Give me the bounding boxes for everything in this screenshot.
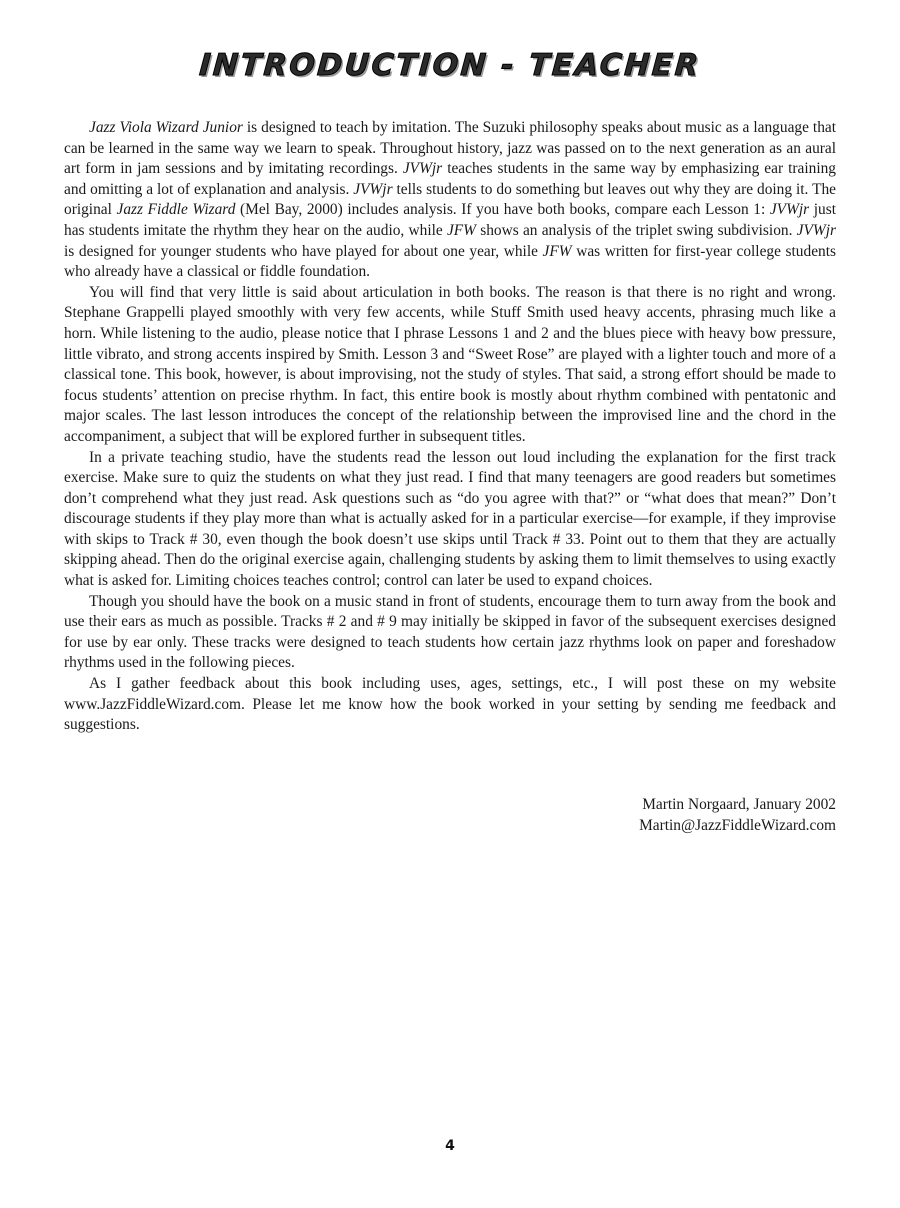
body-paragraph: [64, 448, 836, 592]
body-text: [64, 118, 836, 736]
body-paragraph: [64, 118, 836, 283]
paragraph-text: tells students to do something but leaves out why they are doing it. The original: [64, 180, 836, 219]
paragraph-text: shows an analysis of the triplet swing subdivision.: [476, 221, 797, 239]
paragraph-text: was written for first-year college students who already have a classical or fiddle foundation.: [64, 242, 836, 281]
italic-title-text: Jazz Viola Wizard Junior: [89, 119, 243, 136]
paragraph-text: is designed to teach by imitation. The Suzuki philosophy speaks about music as a language that can be learned in the same way we learn to speak. Throughout history, jazz was passed on to the next generation as an aural art form in jam sessions and by imitating recordings.: [64, 119, 836, 178]
italic-title-text: JVWjr: [796, 221, 836, 239]
paragraph-text: (Mel Bay, 2000) includes analysis. If you have both books, compare each Lesson 1:: [235, 201, 770, 219]
paragraph-text: Though you should have the book on a music stand in front of students, encourage them to turn away from the book and use their ears as much as possible. Tracks # 2 and # 9 may initially be skipped in favor of the subsequent exercises designed for use by ear only. These tracks were designed to teach students how certain jazz rhythms look on paper and foreshadow rhythms used in the following pieces.: [64, 592, 836, 672]
italic-title-text: Jazz Fiddle Wizard: [116, 201, 236, 219]
italic-title-text: JVWjr: [402, 160, 443, 178]
paragraph-text: is designed for younger students who have played for about one year, while: [64, 242, 543, 260]
italic-title-text: JVWjr: [353, 180, 393, 198]
signature-email: Martin@JazzFiddleWizard.com: [639, 816, 836, 834]
paragraph-text: As I gather feedback about this book including uses, ages, settings, etc., I will post these on my website www.JazzFiddleWizard.com. Please let me know how the book worked in your setting by sending me feedback and suggestions.: [64, 675, 836, 734]
body-paragraph: [64, 283, 836, 448]
paragraph-text: You will find that very little is said about articulation in both books. The reason is that there is no right and wrong. Stephane Grappelli played smoothly with very few accents, while Stuff Smith used heavy accents, phrasing much like a horn. While listening to the audio, please notice that I phrase Lessons 1 and 2 and the blues piece with heavy bow pressure, little vibrato, and strong accents inspired by Smith. Lesson 3 and “Sweet Rose” are played with a lighter touch and more of a classical tone. This book, however, is about improvising, not the study of styles. That said, a strong effort should be made to focus students’ attention on precise rhythm. In fact, this entire book is mostly about rhythm combined with pentatonic and major scales. The last lesson introduces the concept of the relationship between the improvised line and the chord in the accompaniment, a subject that will be explored further in subsequent titles.: [64, 283, 836, 445]
body-paragraph: [64, 674, 836, 736]
signature-author-date: Martin Norgaard, January 2002: [642, 796, 836, 813]
paragraph-text: In a private teaching studio, have the students read the lesson out loud including the explanation for the first track exercise. Make sure to quiz the students on what they just read. I find that many teenagers are good readers but sometimes don’t comprehend what they just read. Ask questions such as “do you agree with that?” or “what does that mean?” Don’t discourage students if they play more than what is actually asked for in a particular exercise—for example, if they improvise with skips to Track # 30, even though the book doesn’t use skips until Track # 33. Point out to them that they are actually skipping ahead. Then do the original exercise again, challenging students by asking them to limit themselves to using exactly what is asked for. Limiting choices teaches control; control can later be used to expand choices.: [64, 448, 836, 590]
paragraph-text: just has students imitate the rhythm they hear on the audio, while: [64, 201, 837, 239]
italic-title-text: JFW: [542, 242, 572, 260]
page-number: 4: [445, 1138, 455, 1154]
italic-title-text: JVWjr: [769, 201, 810, 219]
body-paragraph: [64, 592, 836, 674]
italic-title-text: JFW: [446, 221, 476, 239]
page-title: INTRODUCTION - TEACHER: [198, 48, 702, 83]
paragraph-text: teaches students in the same way by emphasizing ear training and omitting a lot of explanation and analysis.: [64, 160, 836, 198]
signature-block: [639, 795, 836, 836]
